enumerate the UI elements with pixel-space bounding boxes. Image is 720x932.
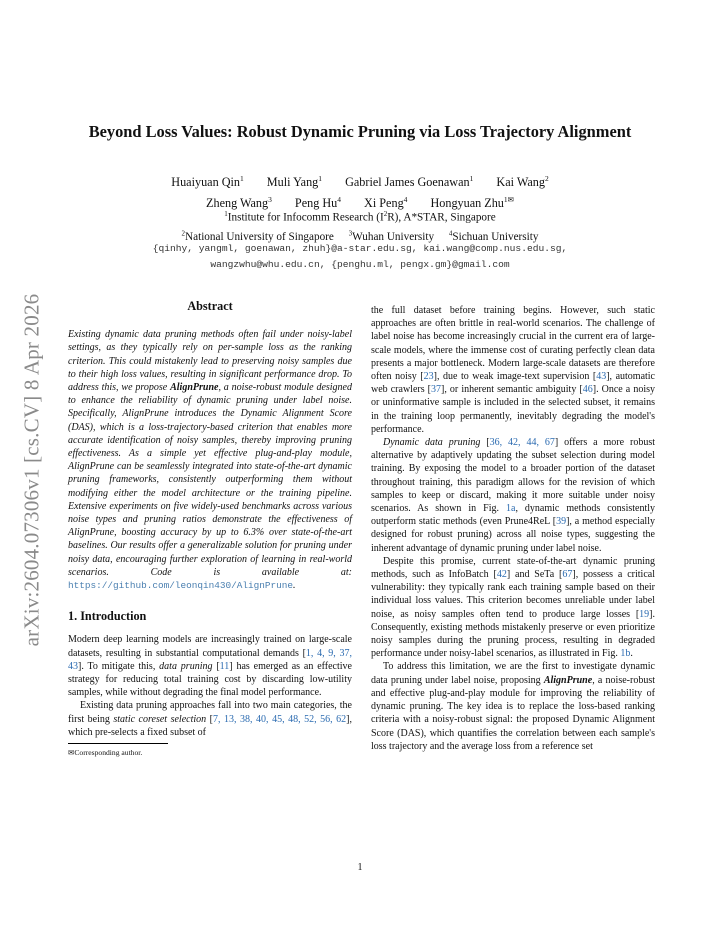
citation-link[interactable]: 11 (219, 660, 230, 672)
author: Peng Hu$^4$ (294, 195, 341, 211)
affiliations (60, 206, 660, 245)
citation-link[interactable]: 37 (431, 384, 442, 396)
intro-paragraph-2: Existing data pruning approaches fall into two main categories, the first being static coreset selection [7, 13, 38, 40, 45, 48, 52, 56, 62], which pre-selects a fixed subset of (68, 700, 353, 738)
left-column (68, 300, 352, 759)
page-number: 1 (357, 862, 363, 873)
affiliation-4: $^4$Sichuan University (448, 229, 539, 244)
citation-link[interactable]: 42 (496, 569, 507, 581)
author: Huaiyuan Qin$^1$ (171, 174, 244, 190)
affiliation-3: $^3$Wuhan University (348, 229, 435, 244)
footnote: ✉Corresponding author. (68, 748, 143, 758)
footnote-rule (68, 743, 168, 744)
intro-paragraph-1: Modern deep learning models are increasingly trained on large-scale datasets, resulting in substantial computational demands [1, 4, 9, 37, 43]. To mitigate this, data pruning [11] has emerged as an effective strategy for reducing total training cost by discarding low-utility samples, while without degrading the final model performance. (68, 634, 352, 699)
citation-link[interactable]: 43 (596, 371, 607, 383)
author: Hongyuan Zhu$^{1✉}$ (430, 195, 514, 211)
method-name: AlignPrune (543, 674, 593, 686)
author-row-1 (60, 170, 660, 191)
figure-link[interactable]: 1b (620, 648, 631, 660)
figure-link[interactable]: 1a (505, 503, 516, 515)
citation-link[interactable]: 19 (639, 608, 650, 620)
email-addresses (60, 241, 660, 273)
abstract-heading: Abstract (187, 299, 233, 313)
email-line-2: wangzwhu@whu.edu.cn, {penghu.ml, pengx.gm}@gmail.com (210, 259, 510, 270)
right-paragraph-4: To address this limitation, we are the first to investigate dynamic data pruning under label noise, proposing AlignPrune, a noise-robust and effective plug-and-play module for improving the reliability of dynamic pruning. The key idea is to replace the loss-based ranking criteria with a noisy-robust signal: the proposed Dynamic Alignment Score (DAS), which quantifies the correlation between each sample's loss trajectory and the average loss from a reference set (371, 661, 655, 752)
citation-link[interactable]: 46 (582, 384, 593, 396)
citation-link[interactable]: 1, 4, 9, 37, 43 (68, 647, 352, 672)
citation-link[interactable]: 36, 42, 44, 67 (489, 437, 555, 449)
author: Muli Yang$^1$ (266, 174, 323, 190)
author: Kai Wang$^2$ (496, 174, 549, 190)
right-paragraph-2: Dynamic data pruning [36, 42, 44, 67] offers a more robust alternative by adaptively updating the subset selection during model training. By exposing the model to a broader portion of the dataset throughout training, this paradigm allows for the revision of which samples to keep or discard, making it more suitable under noisy scenarios. As shown in Fig. 1a, dynamic methods consistently outperform static methods (even Prune4ReL [39], a method especially designed for robust pruning) across all noise types, suggesting the inherent advantage of dynamic pruning under label noise. (371, 437, 656, 554)
citation-link[interactable]: 67 (562, 569, 573, 581)
author: Gabriel James Goenawan$^1$ (345, 174, 474, 190)
code-link[interactable]: https://github.com/leonqin430/AlignPrune (68, 580, 294, 592)
paper-title: Beyond Loss Values: Robust Dynamic Pruning via Loss Trajectory Alignment (88, 122, 632, 141)
affiliation-2: $^2$National University of Singapore (181, 229, 334, 244)
right-paragraph-3: Despite this promise, current state-of-the-art dynamic pruning methods, such as InfoBatch [42] and SeTa [67], possess a critical vulnerability: they typically rank each training sample based on their individual loss values. This criterion becomes unreliable under label noise, as noisy samples often tend to produce large losses [19]. Consequently, existing methods mistakenly preserve or even prioritize noisy samples during the pruning process, resulting in degraded performance under noisy-label scenarios, as illustrated in Fig. 1b. (371, 555, 655, 660)
right-paragraph-1: the full dataset before training begins. However, such static approaches are often brittle in real-world scenarios. The challenge of label noise has become increasingly crucial in the current era of large-scale models, where the immense cost of curating perfectly clean data presents a major bottleneck. Modern large-scale datasets are therefore often noisy [23], due to weak image-text supervision [43], automatic web crawlers [37], or inherent semantic ambiguity [46]. Once a noisy or uninformative sample is included in the selected subset, it remains in the training loop permanently, inevitably degrading the model's performance. (371, 305, 656, 435)
arxiv-sidebar (12, 260, 52, 680)
arxiv-identifier: arXiv:2604.07306v1 [cs.CV] 8 Apr 2026 (19, 293, 44, 647)
email-line-1: {qinhy, yangml, goenawan, zhuh}@a-star.edu.sg, kai.wang@comp.nus.edu.sg, (152, 243, 568, 254)
citation-link[interactable]: 39 (556, 516, 567, 528)
introduction-heading: 1. Introduction (68, 609, 147, 624)
author: Zheng Wang$^3$ (206, 195, 272, 211)
method-name: AlignPrune (170, 382, 219, 394)
citation-link[interactable]: 23 (423, 371, 434, 383)
author: Xi Peng$^4$ (364, 195, 408, 211)
affiliation-1: $^1$Institute for Infocomm Research $(I^2R)$, A*STAR, Singapore (224, 210, 496, 224)
abstract-text: Existing dynamic data pruning methods often fail under noisy-label settings, as they typically rely on per-sample loss as the ranking criterion. This could mistakenly lead to preserving noisy samples due to their high loss values, resulting in significant performance drop. To address this, we propose AlignPrune, a noise-robust module designed to enhance the reliability of dynamic pruning under label noise. Specifically, AlignPrune introduces the Dynamic Alignment Score (DAS), which is a loss-trajectory-based criterion that enables more accurate identification of noisy samples, thereby improving pruning effectiveness. As a simple yet effective plug-and-play module, AlignPrune can be seamlessly integrated into state-of-the-art dynamic pruning frameworks, consistently outperforming them without modifying either the model architecture or the training pipeline. Extensive experiments on five widely-used benchmarks across various noise types and pruning ratios demonstrate the effectiveness of AlignPrune, boosting accuracy by up to 6.3% over state-of-the-art baselines. Our results offer a generalizable solution for pruning under noisy data, encouraging further exploration of learning in real-world scenarios. Code is available at: https://github.com/leonqin430/AlignPrune. (68, 329, 352, 592)
right-column (371, 304, 655, 753)
citation-link[interactable]: 7, 13, 38, 40, 45, 48, 52, 56, 62 (213, 713, 347, 725)
